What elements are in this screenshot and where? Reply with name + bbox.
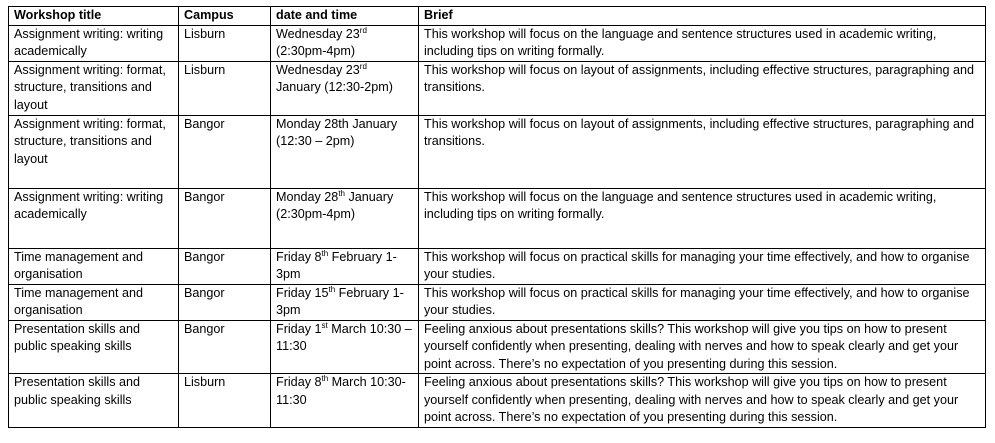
campus-cell: Lisburn (179, 374, 271, 428)
date-time-cell (271, 248, 419, 284)
date-text-rest: (2:30pm-4pm) (276, 44, 356, 58)
workshop-title-cell: Presentation skills and public speaking skills (9, 374, 179, 428)
date-time-cell (271, 284, 419, 320)
brief-cell: This workshop will focus on the language and sentence structures used in academic writing, including tips on writing formally. (419, 25, 986, 61)
date-ordinal-suffix: th (328, 284, 336, 294)
workshop-schedule-table (8, 6, 986, 428)
workshop-title-cell: Assignment writing: writing academically (9, 188, 179, 248)
date-text-rest: March 10:30 – 11:30 (276, 321, 412, 353)
campus-cell: Bangor (179, 320, 271, 374)
workshop-title-cell: Assignment writing: writing academically (9, 25, 179, 61)
date-time-cell (271, 320, 419, 374)
date-text: Friday 8 (276, 249, 322, 264)
date-text: Wednesday 23 (276, 62, 360, 77)
campus-cell: Bangor (179, 188, 271, 248)
date-time-cell (271, 25, 419, 61)
header-row (9, 7, 986, 26)
date-text: Friday 8 (276, 375, 322, 389)
table-row (9, 374, 986, 428)
table-row (9, 188, 986, 248)
date-time-cell (271, 188, 419, 248)
header-brief: Brief (419, 7, 986, 26)
brief-cell: This workshop will focus on practical skills for managing your time effectively, and how to organise your studies. (419, 284, 986, 320)
date-ordinal-suffix: th (321, 374, 329, 383)
date-ordinal-suffix: rd (359, 61, 367, 71)
header-campus: Campus (179, 7, 271, 26)
date-ordinal-suffix: rd (359, 25, 367, 35)
date-text-rest: January (12:30-2pm) (276, 80, 393, 94)
table-row (9, 320, 986, 374)
brief-cell: This workshop will focus on layout of assignments, including effective structures, paragraphing and transitions. (419, 115, 986, 188)
workshop-title-cell: Time management and organisation (9, 284, 179, 320)
date-ordinal-suffix: th (321, 248, 329, 258)
header-date-and-time: date and time (271, 7, 419, 26)
brief-cell: Feeling anxious about presentations skills? This workshop will give you tips on how to present yourself confidently when presenting, dealing with nerves and how to speak clearly and get your point across. There’s no expectation of you presenting during this session. (419, 374, 986, 428)
date-text: Wednesday 23 (276, 26, 360, 41)
campus-cell: Bangor (179, 115, 271, 188)
date-text: Friday 1 (276, 321, 322, 336)
brief-cell: This workshop will focus on layout of assignments, including effective structures, paragraphing and transitions. (419, 61, 986, 115)
table-row (9, 115, 986, 188)
campus-cell: Bangor (179, 248, 271, 284)
table-row (9, 284, 986, 320)
workshop-title-cell: Assignment writing: format, structure, transitions and layout (9, 61, 179, 115)
workshop-title-cell: Assignment writing: format, structure, transitions and layout (9, 115, 179, 188)
campus-cell: Lisburn (179, 25, 271, 61)
date-ordinal-suffix: st (321, 320, 328, 330)
date-text: Monday 28th January (12:30 – 2pm) (276, 116, 398, 148)
brief-cell: This workshop will focus on practical skills for managing your time effectively, and how to organise your studies. (419, 248, 986, 284)
date-text-rest: February 1-3pm (276, 249, 397, 281)
table-row (9, 25, 986, 61)
table-row (9, 248, 986, 284)
workshop-title-cell: Presentation skills and public speaking skills (9, 320, 179, 374)
brief-cell: Feeling anxious about presentations skills? This workshop will give you tips on how to present yourself confidently when presenting, dealing with nerves and how to speak clearly and get your point across. There’s no expectation of you presenting during this session. (419, 320, 986, 374)
campus-cell: Lisburn (179, 61, 271, 115)
workshop-title-cell: Time management and organisation (9, 248, 179, 284)
date-text-rest: March 10:30-11:30 (276, 375, 406, 407)
date-time-cell (271, 115, 419, 188)
campus-cell: Bangor (179, 284, 271, 320)
date-time-cell (271, 61, 419, 115)
table-row (9, 61, 986, 115)
brief-cell: This workshop will focus on the language and sentence structures used in academic writing, including tips on writing formally. (419, 188, 986, 248)
date-ordinal-suffix: th (338, 188, 345, 198)
date-text: Monday 28 (276, 189, 339, 204)
header-workshop-title: Workshop title (9, 7, 179, 26)
date-time-cell (271, 374, 419, 428)
date-text-rest: January (2:30pm-4pm) (276, 189, 394, 221)
date-text-rest: February 1-3pm (276, 285, 404, 317)
date-text: Friday 15 (276, 285, 329, 300)
